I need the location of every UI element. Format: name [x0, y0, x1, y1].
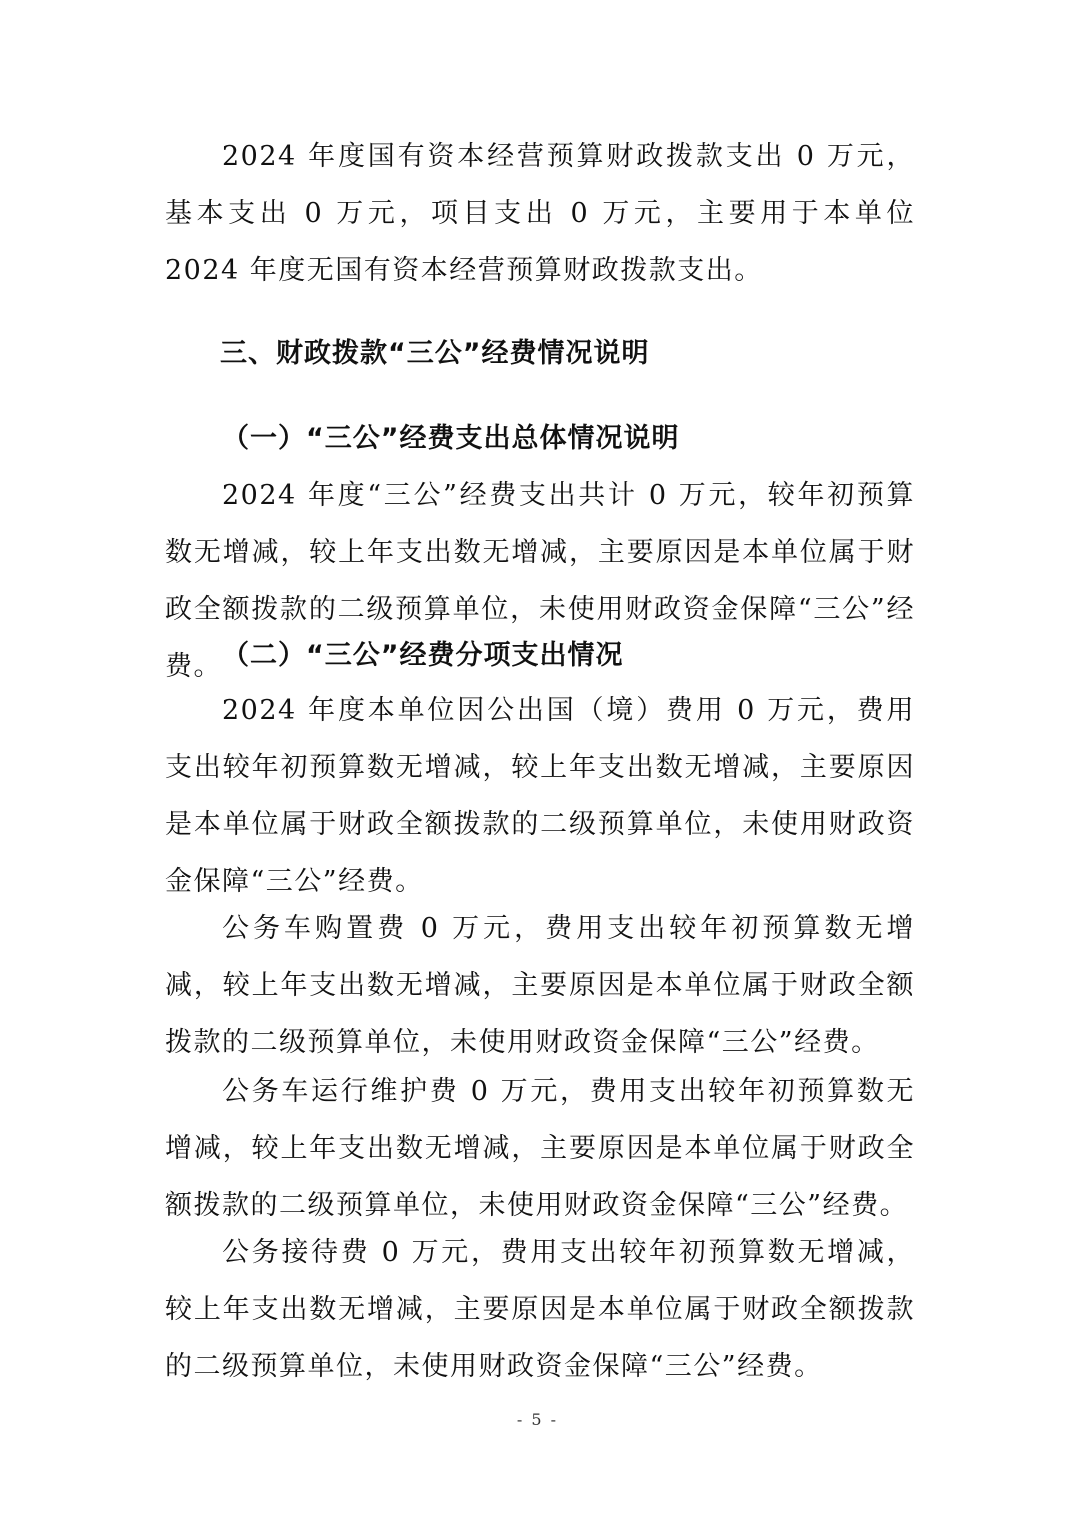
paragraph-reception-expenses: 公务接待费 0 万元，费用支出较年初预算数无增减，较上年支出数无增减，主要原因是本单位属于财政全额拨款的二级预算单位，未使用财政资金保障“三公”经费。	[165, 1237, 915, 1382]
subheading-itemized-expenses: （二）“三公”经费分项支出情况	[222, 640, 624, 671]
paragraph-state-capital-budget: 2024 年度国有资本经营预算财政拨款支出 0 万元，基本支出 0 万元，项目支出 0 万元，主要用于本单位 2024 年度无国有资本经营预算财政拨款支出。	[165, 141, 915, 286]
paragraph-overall-expenses: 2024 年度“三公”经费支出共计 0 万元，较年初预算数无增减，较上年支出数无增减，主要原因是本单位属于财政全额拨款的二级预算单位，未使用财政资金保障“三公”经费。	[165, 480, 915, 682]
paragraph-vehicle-purchase-expenses: 公务车购置费 0 万元，费用支出较年初预算数无增减，较上年支出数无增减，主要原因是本单位属于财政全额拨款的二级预算单位，未使用财政资金保障“三公”经费。	[165, 913, 915, 1058]
page-number: - 5 -	[516, 1410, 559, 1429]
paragraph-overseas-travel-expenses: 2024 年度本单位因公出国（境）费用 0 万元，费用支出较年初预算数无增减，较上年支出数无增减，主要原因是本单位属于财政全额拨款的二级预算单位，未使用财政资金保障“三公”经费。	[165, 695, 915, 897]
subheading-overall-expenses: （一）“三公”经费支出总体情况说明	[222, 423, 680, 454]
section-heading-three-public-expenses: 三、财政拨款“三公”经费情况说明	[220, 338, 650, 369]
paragraph-vehicle-maintenance-expenses: 公务车运行维护费 0 万元，费用支出较年初预算数无增减，较上年支出数无增减，主要原因是本单位属于财政全额拨款的二级预算单位，未使用财政资金保障“三公”经费。	[165, 1076, 915, 1221]
